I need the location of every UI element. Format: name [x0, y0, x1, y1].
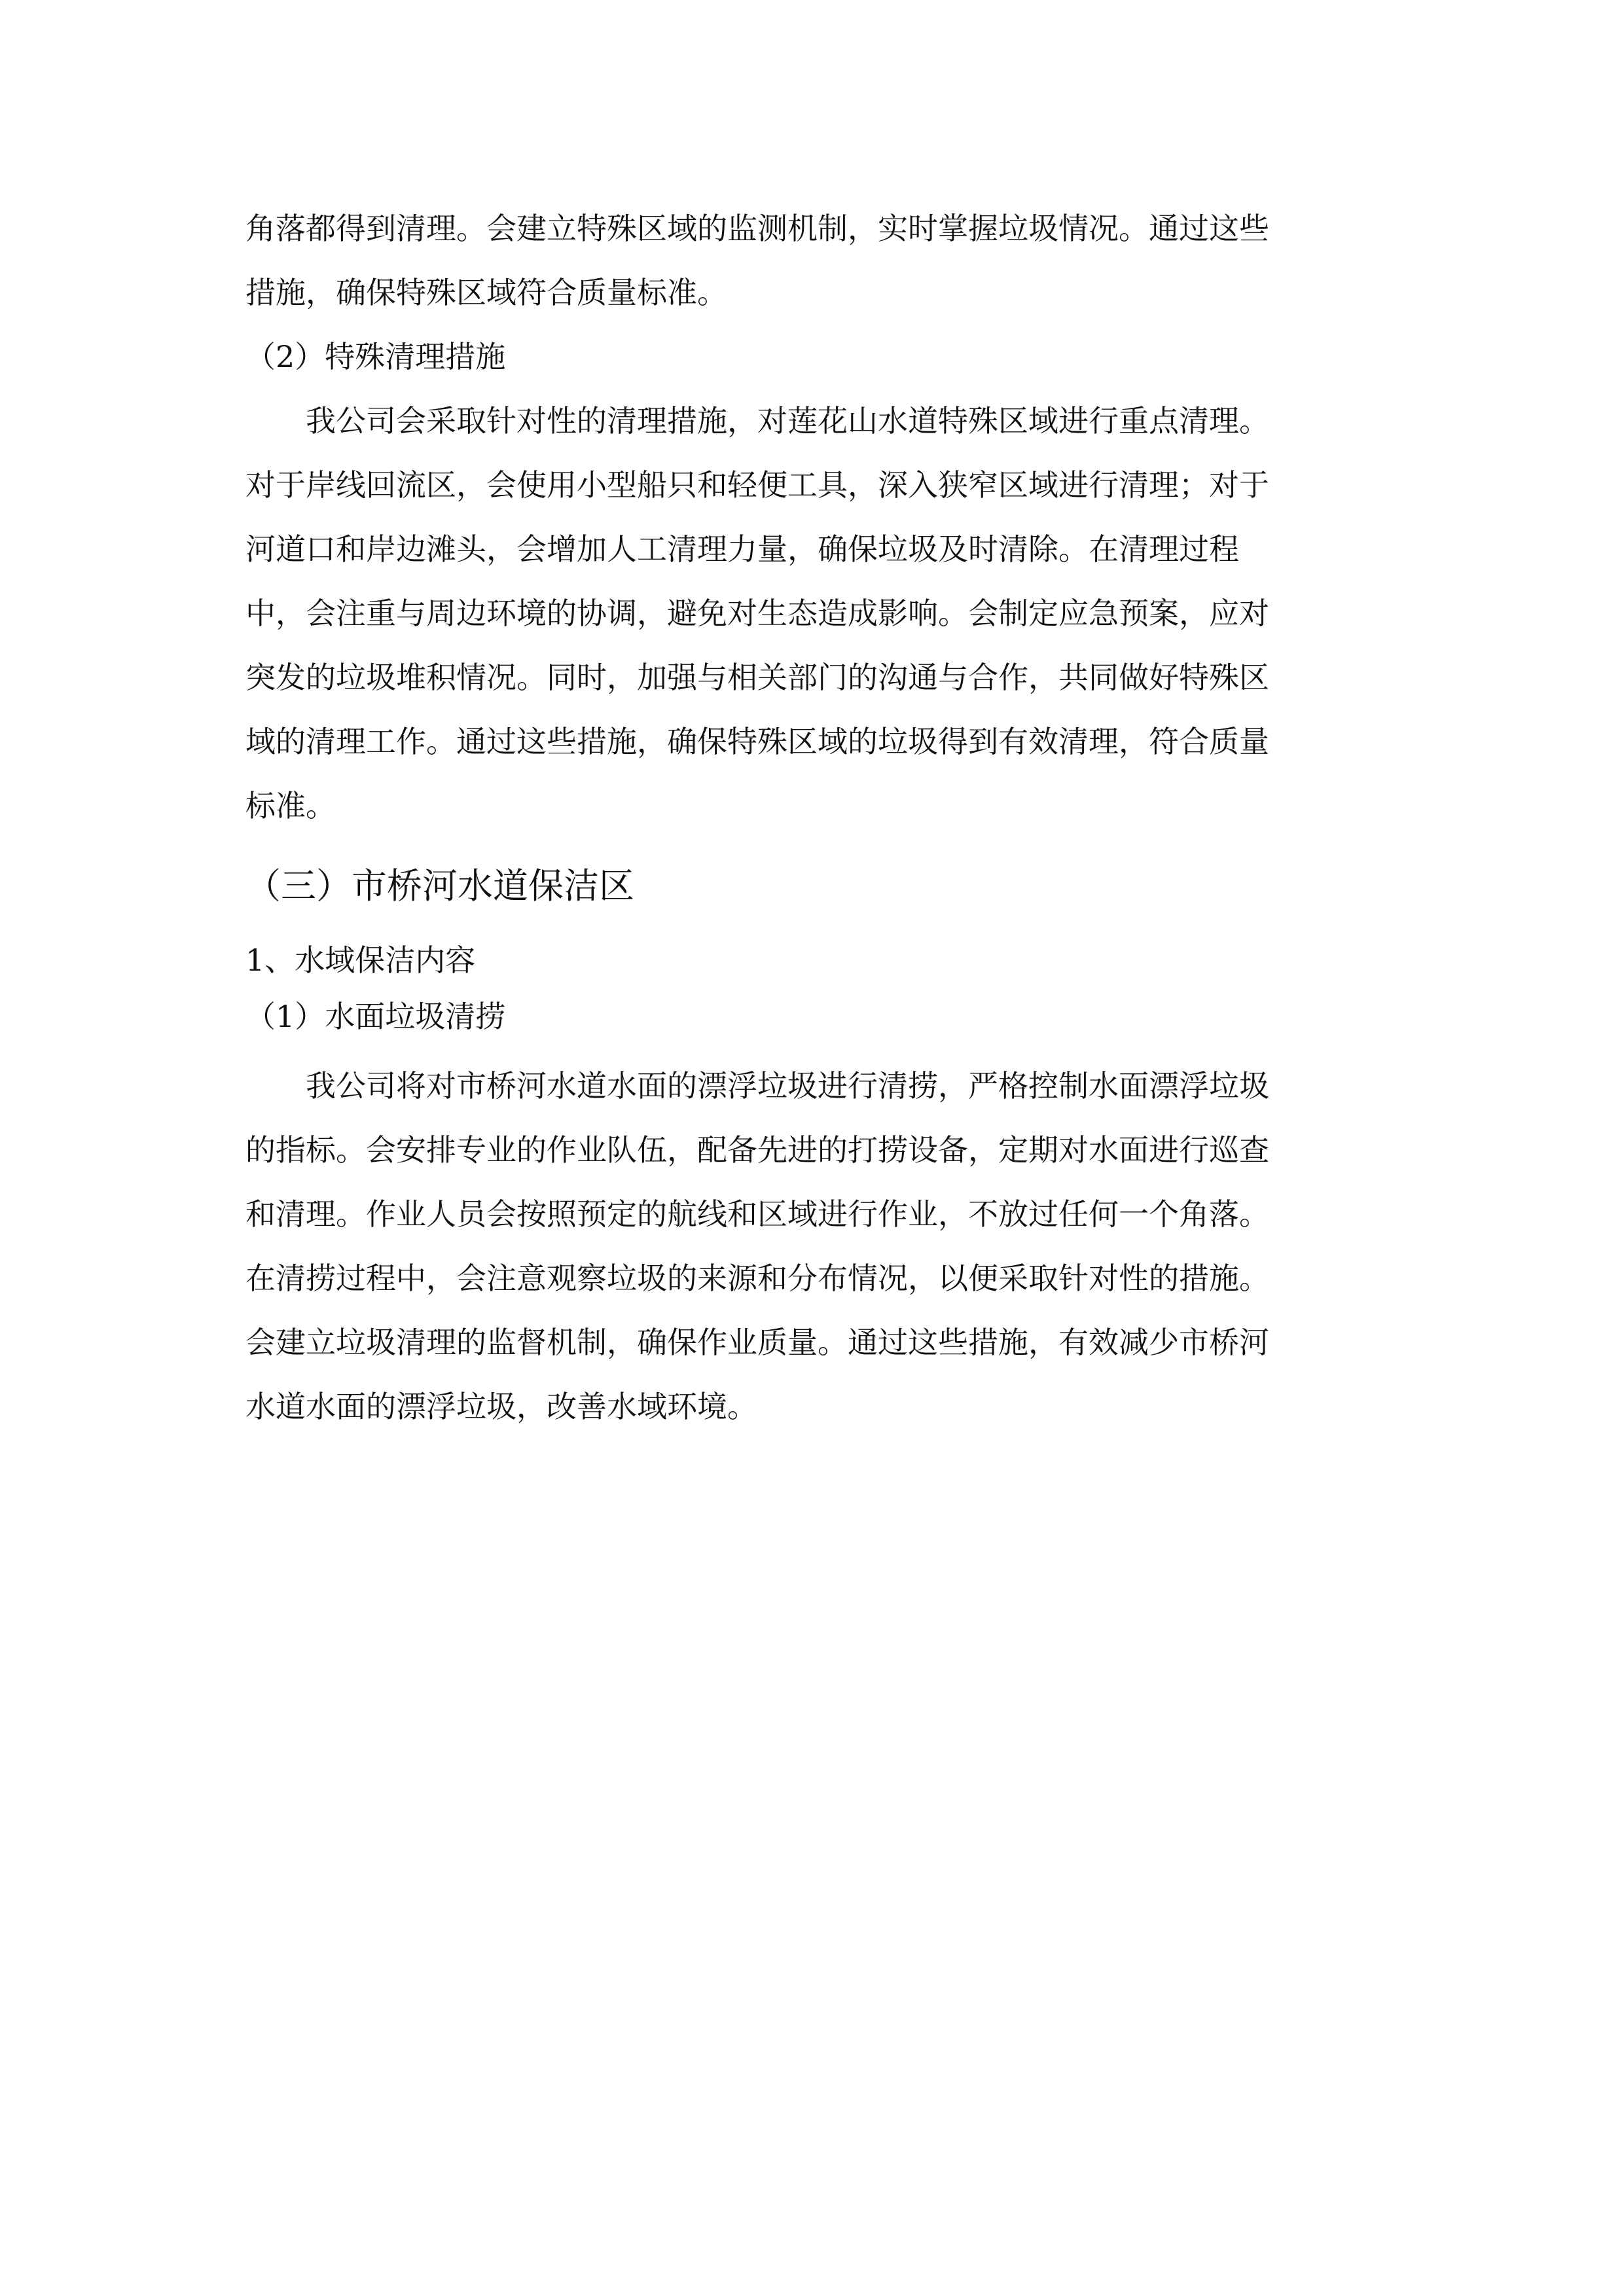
subsection-heading: 1、水域保洁内容	[245, 942, 476, 978]
text-line: 角落都得到清理。会建立特殊区域的监测机制，实时掌握垃圾情况。通过这些	[245, 211, 1269, 246]
text-line: 我公司将对市桥河水道水面的漂浮垃圾进行清捞，严格控制水面漂浮垃圾	[306, 1068, 1269, 1103]
text-line: 突发的垃圾堆积情况。同时，加强与相关部门的沟通与合作，共同做好特殊区	[245, 660, 1269, 695]
text-line: 我公司会采取针对性的清理措施，对莲花山水道特殊区域进行重点清理。	[306, 403, 1269, 439]
text-line: 的指标。会安排专业的作业队伍，配备先进的打捞设备，定期对水面进行巡查	[245, 1132, 1269, 1168]
text-line: 水道水面的漂浮垃圾，改善水域环境。	[245, 1389, 757, 1424]
text-line: 会建立垃圾清理的监督机制，确保作业质量。通过这些措施，有效减少市桥河	[245, 1325, 1269, 1360]
text-line: 域的清理工作。通过这些措施，确保特殊区域的垃圾得到有效清理，符合质量	[245, 724, 1269, 759]
text-line: 河道口和岸边滩头，会增加人工清理力量，确保垃圾及时清除。在清理过程	[245, 531, 1239, 567]
section-heading: （三）市桥河水道保洁区	[245, 865, 634, 906]
document-page	[245, 196, 1381, 1439]
item-heading: （1）水面垃圾清捞	[245, 999, 506, 1034]
text-line: 和清理。作业人员会按照预定的航线和区域进行作业，不放过任何一个角落。	[245, 1196, 1269, 1232]
special-measures-paragraph	[245, 389, 1381, 838]
special-measures-heading: （2）特殊清理措施	[245, 339, 506, 374]
continuation-paragraph	[245, 196, 1381, 325]
text-line: 在清捞过程中，会注意观察垃圾的来源和分布情况，以便采取针对性的措施。	[245, 1261, 1269, 1296]
surface-cleanup-paragraph	[245, 1054, 1381, 1439]
text-line: 对于岸线回流区，会使用小型船只和轻便工具，深入狭窄区域进行清理；对于	[245, 467, 1269, 503]
text-line: 措施，确保特殊区域符合质量标准。	[245, 275, 727, 310]
text-line: 标准。	[245, 788, 336, 823]
text-line: 中，会注重与周边环境的协调，避免对生态造成影响。会制定应急预案，应对	[245, 596, 1269, 631]
